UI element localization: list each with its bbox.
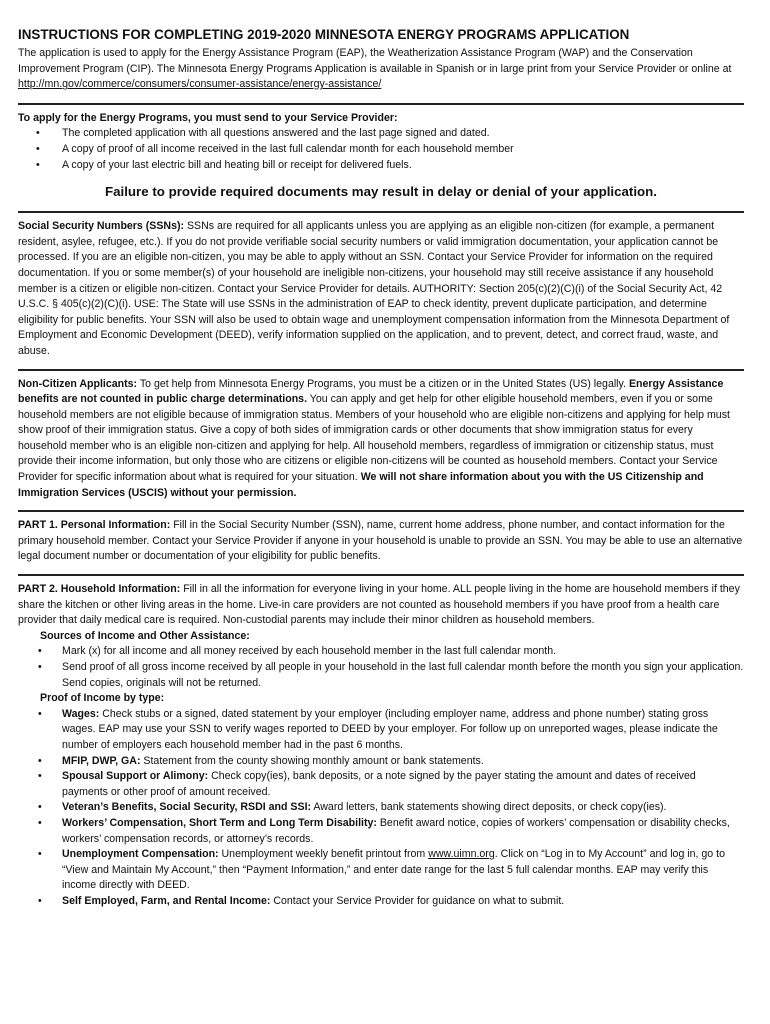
part2-label: PART 2. Household Information: <box>18 583 181 596</box>
list-item: • A copy of proof of all income received in the last full calendar month for each household member <box>18 142 744 158</box>
list-item <box>18 847 744 894</box>
selfemployed-label: Self Employed, Farm, and Rental Income: <box>62 894 271 907</box>
proof-text: Check stubs or a signed, dated statement by your employer (including employer name, address and phone number) stating gross wages. EAP may use your SSN to verify wages reported to DEED by your employer. For follow up on unreported wages, please indicate the number of employers each household member had in the past 6 months. <box>62 707 718 751</box>
selfemployed-text: Contact your Service Provider for guidance on what to submit. <box>270 894 565 907</box>
apply-heading: To apply for the Energy Programs, you must send to your Service Provider: <box>18 111 398 124</box>
warning-text: Failure to provide required documents may result in delay or denial of your application. <box>105 184 657 200</box>
ssn-paragraph <box>18 219 744 359</box>
intro-text: The application is used to apply for the Energy Assistance Program (EAP), the Weatherization Assistance Program (WAP) and the Conservation Improvement Program (CIP). The Minnesota Energy Programs Application is available in Spanish or in large print from your Service Provider or online at <box>18 47 732 75</box>
proof-heading: Proof of Income by type: <box>40 692 165 705</box>
noncitizen-text-1: To get help from Minnesota Energy Programs, you must be a citizen or in the United States (US) legally. <box>137 377 629 390</box>
proof-text: Statement from the county showing monthly amount or bank statements. <box>140 754 484 767</box>
noncitizen-text-2: You can apply and get help for other eligible household members, even if you or some household members are not eligible because of immigration status. Members of your household who are eligible non-citizens and applying for help must show proof of their immigration status. Give a copy of both sides of immigration cards or other documents that show immigration status for every household member who is an eligible non-citizen and applying for help. All household members, regardless of immigration or citizenship status, must provide their income information, but only those who are citizens or eligible non-citizens will be counted as household members. Contact your Service Provider for specific information about what is required for your situation. <box>18 393 730 484</box>
unemployment-text-2: . Click on “Log in to My Account” and log in, go to “View and Maintain My Account,” then “Payment Information,” and enter date range for the last 5 full calendar months. EAP may verify this income directly with DEED. <box>62 848 725 892</box>
list-item <box>18 816 744 847</box>
list-item: • The completed application with all questions answered and the last page signed and dated. <box>18 126 744 142</box>
list-item: • Mark (x) for all income and all money received by each household member in the last full calendar month. <box>18 644 744 660</box>
noncitizen-bold-1: Energy Assistance benefits are not counted in public charge determinations. <box>18 377 724 406</box>
list-item <box>18 754 744 770</box>
intro-paragraph <box>18 46 744 93</box>
unemployment-label: Unemployment Compensation: <box>62 848 219 861</box>
proof-label: MFIP, DWP, GA: <box>62 754 141 767</box>
list-item <box>18 769 744 800</box>
apply-section <box>18 105 744 173</box>
list-item <box>18 800 744 816</box>
apply-list <box>18 126 744 173</box>
ssn-label: Social Security Numbers (SSNs): <box>18 220 185 233</box>
list-item: • A copy of your last electric bill and heating bill or receipt for delivered fuels. <box>18 158 744 174</box>
unemployment-text-1: Unemployment weekly benefit printout from <box>218 848 429 861</box>
proof-label: Wages: <box>62 707 100 720</box>
part2-section <box>18 576 744 909</box>
proof-label: Spousal Support or Alimony: <box>62 770 209 783</box>
proof-list <box>18 707 744 910</box>
part2-text: Fill in all the information for everyone living in your home. ALL people living in the home are household members if they share the kitchen or other living areas in the home. Live-in care providers are not counted as household members if you have proof from a health care provider that daily medical care is required. Non-custodial parents may include their minor children as household members. <box>18 583 740 627</box>
part1-section <box>18 512 744 565</box>
instructions-page <box>18 26 744 910</box>
proof-text: Award letters, bank statements showing direct deposits, or check copy(ies). <box>311 801 667 814</box>
sources-list <box>18 644 744 691</box>
noncitizen-label: Non-Citizen Applicants: <box>18 377 138 390</box>
proof-text: Check copy(ies), bank deposits, or a note signed by the payer stating the amount and dates of received payments or other proof of amount received. <box>62 770 696 798</box>
part2-paragraph <box>18 582 744 629</box>
noncitizen-bold-2: We will not share information about you with the US Citizenship and Immigration Services (USCIS) without your permission. <box>18 471 704 499</box>
page-title: INSTRUCTIONS FOR COMPLETING 2019-2020 MINNESOTA ENERGY PROGRAMS APPLICATION <box>18 27 630 42</box>
uimn-link[interactable]: www.uimn.org <box>428 848 495 861</box>
proof-label: Workers’ Compensation, Short Term and Long Term Disability: <box>62 816 377 829</box>
part1-paragraph <box>18 518 744 565</box>
list-item: • Send proof of all gross income received by all people in your household in the last full calendar month before the month you sign your application. Send copies, originals will not be returned. <box>18 660 744 691</box>
sources-heading: Sources of Income and Other Assistance: <box>40 629 250 642</box>
list-item <box>18 894 744 910</box>
noncitizen-paragraph <box>18 377 744 502</box>
energy-assistance-link[interactable]: http://mn.gov/commerce/consumers/consumer-assistance/energy-assistance/ <box>18 78 382 91</box>
ssn-text: SSNs are required for all applicants unless you are applying as an eligible non-citizen (for example, a permanent resident, asylee, refugee, etc.). If you do not provide verifiable social security numbers or valid immigration documentation, your application cannot be processed. If you are an eligible non-citizen, you may be able to apply without an SSN. Contact your Service Provider for information on the required documentation. If you or some member(s) of your household are ineligible non-citizens, your household may still receive assistance if any household member is a citizen or eligible non-citizen. Contact your Service Provider for details. AUTHORITY: Section 205(c)(2)(C)(i) of the Social Security Act, 42 U.S.C. § 405(c)(2)(C)(i). USE: The State will use SSNs in the administration of EAP to check identity, prevent duplicate participation, and determine eligibility for public benefits. Your SSN will also be used to obtain wage and unemployment compensation information from the Minnesota Department of Employment and Economic Development (DEED), verify information supplied on the application, and to prevent, detect, and correct fraud, waste, and abuse. <box>18 220 730 357</box>
ssn-section <box>18 213 744 359</box>
part1-text: Fill in the Social Security Number (SSN), name, current home address, phone number, and contact information for the primary household member. Contact your Service Provider if anyone in your household is unable to provide an SSN. You may be able to use an alternative legal document number or documentation of your eligibility for public benefits. <box>18 519 743 563</box>
noncitizen-section <box>18 371 744 502</box>
proof-label: Veteran’s Benefits, Social Security, RSDI and SSI: <box>62 801 312 814</box>
part1-label: PART 1. Personal Information: <box>18 519 171 532</box>
proof-text: Benefit award notice, copies of workers’ compensation or disability checks, workers’ compensation records, or attorney’s records. <box>62 816 730 845</box>
list-item <box>18 707 744 754</box>
